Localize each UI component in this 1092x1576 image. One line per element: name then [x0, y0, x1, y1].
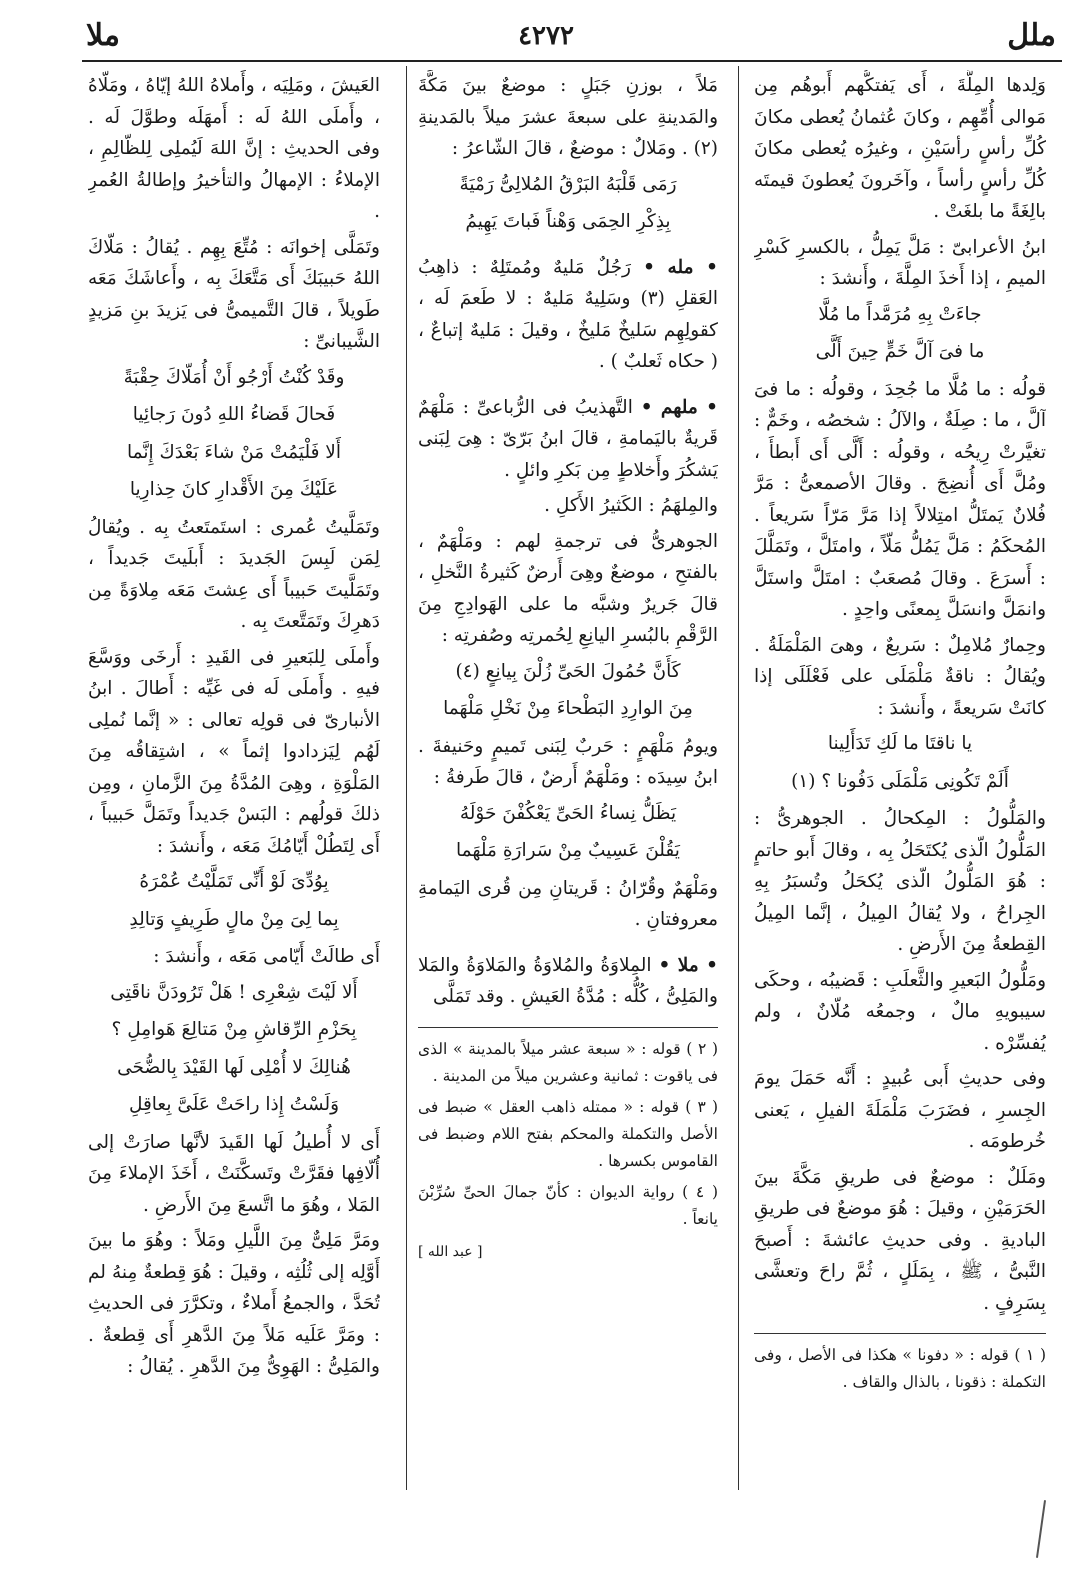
paragraph: ومَلَلٌ : موضعٌ فى طريقِ مَكَّةَ بينَ الحَرَمَيْنِ ، وقيلَ : هُوَ موضعٌ فى طريقِ الباديةِ . وفى حديثِ عائشةَ : أَصبحَ النَّبىُّ ، ﷺ ، بِمَلَلٍ ، ثُمَّ راحَ وتعشَّى بِسَرِفٍ .	[754, 1166, 1046, 1314]
footnote-rule	[418, 1027, 718, 1028]
verse-line: أَلَمْ تَكُونِى مَلْمَلَى دَفُونا ؟ (١)	[791, 770, 1009, 792]
paragraph: وأَملَى لِلبَعيرِ فى القَيدِ : أَرخَى ووَسَّعَ فيهِ . وأَملَى لَه فى غَيِّه : أَطالَ . ابنُ الأنبارىّ فى قولِه تعالى : « إنَّما نُملِى لَهُم لِيَزدادوا إثماً » ، اشتِقاقُه مِنَ المَلْوَةِ ، وهِىَ المُدَّةُ مِنَ الزَّمانِ ، ومِن ذلكَ قولُهم : البَسْ جَديداً وتَمَلَّ حَبيباً ، أَى لِتَطُلْ أَيّامُكَ مَعَه ، وأَنشدَ :	[88, 646, 380, 857]
header-left-word: ملا	[86, 18, 120, 53]
verse-line: كَأَنَّ حُمُولَ الحَىِّ زُلْنَ بِيانِعٍ (٤)	[455, 660, 681, 682]
right-column	[754, 70, 1046, 1540]
paragraph: ومَلْهَمٌ وقُرّانُ : قَريتانِ مِن قُرى اليَمامةِ معروفتانِ .	[418, 877, 718, 930]
footnote: ( ٢ ) قوله : « سبعة عشر ميلاً بالمدينة » الذى فى ياقوت : ثمانية وعشرين ميلاً من المدينة .	[418, 1039, 718, 1085]
entry-headword: • ملهم •	[640, 396, 718, 418]
footnote: ( ٤ ) رواية الديوان : كأنّ جمالَ الحىِّ سُرِّبْنَ يانعاً .	[418, 1182, 718, 1228]
verse-line: هُنالِكَ لا أُمْلِى لَها القَيْدَ بِالضُّحَى	[117, 1056, 351, 1078]
verse-line: رَمَى قَلْبَهُ البَرْقُ المُلالِىُّ رَمْيَةً	[459, 173, 677, 195]
paragraph: مَلاً ، بوزنِ جَبَلٍ : موضعٌ بينَ مَكَّةَ والمَدينةِ على سبعةَ عشرَ ميلاً بالمَدينةِ (٢) . ومَلالٌ : موضعٌ ، قالَ الشّاعرُ :	[418, 75, 718, 159]
entry-text: المِلاوَةُ والمُلاوَةُ والمَلاوَةُ والمَلا والمَلِىُّ ، كُلُّه : مُدَّةُ العَيشِ . وقد تَمَلَّى	[418, 954, 718, 1007]
middle-column	[418, 70, 718, 1540]
paragraph: ابنُ الأعرابىّ : مَلَّ يَمِلُّ ، بالكسرِ كَسْرِ الميمِ ، إذا أَخذَ المِلَّةَ ، وأَنشدَ :	[754, 236, 1046, 289]
paragraph: ويومُ مَلْهَمٍ : حَربٌ لِبَنى تَميمٍ وحَنيفةَ . ابنُ سِيدَه : ومَلْهَمٌ أَرضٌ ، قالَ طَرفةُ :	[418, 735, 718, 788]
footnote-rule	[754, 1333, 1046, 1334]
paragraph: العَيشَ ، ومَلِيَه ، وأَملاهُ اللهُ إيّاهُ ، ومَلّاهُ ، وأَملَى اللهُ لَه : أَمهَلَه وطوَّلَ لَه . وفى الحديثِ : إنَّ اللهَ لَيُملِى لِلظّالِمِ ، الإملاءُ : الإمهالُ والتأخيرُ وإطالةُ العُمرِ .	[88, 75, 380, 222]
verse-line: وقَدْ كُنْتُ أَرْجُو أَنْ أُمَلّاكَ حِقْبَةً	[123, 366, 345, 388]
paragraph: والمِلهَمُ : الكَثيرُ الأَكلِ .	[544, 495, 718, 516]
paragraph: وَلِدها المِلَّةَ ، أَى يَفتكُّهم أَبوهُم مِن مَوالى أُمِّهِم ، وكانَ عُثمانُ يُعطى مكانَ كُلِّ رأسٍ رأسَيْنِ ، وغيرُه يُعطى مكانَ كُلِّ رأسٍ رأساً ، وآخَرونَ يُعطونَ قيمتَه بالِغَةً ما بلغَتْ .	[754, 75, 1046, 222]
paragraph: والمَلُّولُ : المِكحالُ . الجوهرىُّ : المَلُّولُ الّذى يُكتَحَلُ بِه ، وقالَ أَبو حاتمٍ : هُوَ المَلُّولُ الّذى يُكحَلُ وتُسبَرُ بِهِ الجِراحُ ، ولا يُقالُ المِيلُ ، إنَّما المِيلُ القِطعةُ مِنَ الأَرضِ .	[754, 808, 1046, 955]
column-divider-left	[406, 66, 407, 1490]
entry-headword: • ملا •	[658, 954, 718, 976]
paragraph: أَى طالَتْ أَيّامى مَعَه ، وأَنشدَ :	[153, 946, 380, 967]
footnote: ( ١ ) قوله : « دفونا » هكذا فى الأصل ، وفى التكملة : ذقونا ، بالذال والقاف .	[754, 1346, 1046, 1391]
entry-headword: • مله •	[643, 256, 718, 278]
editor-signature: [ عبد الله ]	[418, 1243, 483, 1260]
verse-line: أَلا فَلْيَمُتْ مَنْ شاءَ بَعْدَكَ إِنَّما	[127, 441, 341, 463]
paragraph: وتَمَلَّى إخوانَه : مُتِّعَ بِهِم . يُقالُ : مَلّاكَ اللهُ حَبيبَكَ أَى مَتَّعَكَ بِه ، وأَعاشَكَ مَعَه طَويلاً ، قالَ التَّميمىُّ فى يَزيدَ بنِ مَزيدٍ الشَّيبانىِّ :	[88, 236, 380, 352]
entry-text: التَّهذيبُ فى الرُّباعىِّ : مَلْهَمٌ قَريةٌ باليَمامةِ ، قالَ ابنُ بَرّىّ : هِىَ لِبَنى يَشكُرَ وأَخلاطٍ مِن بَكرِ وائلٍ .	[418, 396, 718, 481]
verse-line: بِما لِىَ مِنْ مالٍ طَرِيفٍ وَتالِدِ	[129, 908, 339, 930]
paragraph: أَى لا أُطيلُ لَها القَيدَ لأنَّها صارَتْ إلى أُلّافِها فقَرَّتْ وتَسكَّنَتْ ، أَخَذَ الإملاءَ مِنَ المَلا ، وهُوَ ما اتَّسعَ مِنَ الأَرضِ .	[88, 1131, 380, 1216]
verse-line: جاءَتْ بِهِ مُرَمَّداً ما مُلَّا	[818, 303, 982, 325]
paragraph: ومَرَّ مَلِىٌّ مِنَ اللَّيلِ ومَلاً : وهُوَ ما بينَ أَوَّلِه إلى ثُلُثِه ، وقيلَ : هُوَ قِطعةٌ مِنهُ لم تُحَدَّ ، والجمعُ أَملاءٌ ، وتكرَّرَ فى الحديثِ : ومَرَّ عَلَيه مَلاً مِنَ الدَّهرِ أَى قِطعةٌ . والمَلِىُّ : الهَوِىُّ مِنَ الدَّهرِ . يُقالُ :	[88, 1230, 380, 1377]
verse-line: يا ناقتَا ما لَكِ تَدَأَلِينا	[827, 733, 973, 754]
verse-line: يَقُلْنَ عَسِيبٌ مِنْ سَرارَةِ مَلْهَما	[456, 840, 680, 861]
entry-paragraph	[418, 252, 718, 378]
paragraph: وتَمَلَّيتُ عُمرى : استَمتَعتُ بِه . ويُقالُ لِمَن لَبِسَ الجَديدَ : أَبلَيتَ جَديداً ، وتَمَلَّيتَ حَبيباً أَى عِشتَ مَعَه مِلاوَةً مِن دَهرِكَ وتَمَتَّعتَ بِه .	[88, 516, 380, 632]
paragraph: وحِمارٌ مُلامِلٌ : سَريعٌ ، وهىَ المَلْمَلَةُ . ويُقالُ : ناقةٌ مَلْمَلَى على فَعْلَلَى إذا كانَتْ سَريعةً ، وأَنشدَ :	[754, 634, 1046, 719]
verse-line: أَلا لَيْتَ شِعْرِى ! هَلْ تَرُودَنَّ ناقَتِى	[110, 981, 358, 1003]
column-divider-right	[738, 66, 739, 1490]
verse-line: وَلَسْتُ إِذا راحَتْ عَلَىَّ بِعاقِلِ	[128, 1094, 340, 1115]
verse-line: مِنَ الوارِدِ البَطْحاءَ مِنْ نَخْلِ مَلْهَما	[443, 698, 693, 719]
header-right-word: ملل	[1007, 18, 1056, 53]
verse-line: بِحَزْمِ الرِّقاشِ مِنْ مَتالِعَ هَوامِلِ ؟	[111, 1019, 357, 1040]
paragraph: وفى حديثِ أَبى عُبيدٍ : أَنَّه حَمَلَ يومَ الجِسرِ ، فضَرَبَ مَلْمَلَةَ الفيلِ ، يَعنى خُرطومَه .	[754, 1068, 1046, 1152]
page-number: ٤٢٧٢	[518, 21, 574, 51]
paragraph: قولُه : ما مُلَّا ما جُحِدَ ، وقولُه : ما فىَ آلَّ ، ما : صِلَةٌ ، والآلُ : شخصُه ، وخَمٌّ : تغيَّرتْ رِيحُه ، وقولُه : أَلَّى أَى أَبطأَ ، ومُلَّ أَى أُنضِجَ . وقالَ الأصمعىُّ : مَرَّ فُلانٌ يَمتَلُّ امتِلالاً إذا مَرَّ مَرّاً سَريعاً . المُحكَمُ : مَلَّ يَمُلُّ مَلّاً ، وامتَلَّ ، وتَمَلَّلَ : أَسرَعَ . وقالَ مُصعَبٌ : امتَلَّ واستَلَّ وانمَلَّ وانسَلَّ بِمعنًى واحِدٍ .	[754, 378, 1046, 620]
verse-line: ما فىَ آلَّ خَمٍّ حِينَ أَلَّى	[815, 341, 985, 362]
entry-paragraph	[418, 950, 718, 1013]
entry-text: رَجُلٌ مَليهٌ ومُمتَلِهٌ : ذاهِبُ العَقلِ (٣) وسَلِيهٌ مَليهٌ : لا طَعمَ لَه ، كقولِهِم سَليخٌ مَليخٌ ، وقيلَ : مَليهٌ إتباعٌ ، ( حكاه ثَعلبٌ ) .	[418, 256, 718, 372]
header-rule	[82, 60, 1062, 62]
verse-line: بِوُدِّىَ لَوْ أَنِّى تَمَلَّيْتُ عُمْرَهُ	[139, 871, 329, 892]
left-column	[88, 70, 380, 1540]
verse-line: بِذِكْرِ الحِمَى وَهْناً فَباتَ يَهِيمُ	[465, 211, 671, 232]
paragraph: الجوهرىُّ فى ترجمةِ لهم : ومَلْهَمٌ ، بالفتحِ ، موضعٌ وهِىَ أَرضٌ كَثيرةُ النَّخلِ ، قالَ جَريرٌ وشبَّه ما على الهَوادِجِ مِنَ الرَّقْمِ بالبُسرِ اليانِعِ لِحُمرتِه وصُفرتِه :	[418, 530, 718, 646]
entry-paragraph	[418, 392, 718, 487]
paragraph: ومَلُّولُ البَعيرِ والثَّعلَبِ : قَضيبُه ، وحكَى سيبويهِ مالٌ ، وجمعُه مُلّانٌ ، ولم يُفسِّرْه .	[754, 969, 1046, 1054]
footnote: ( ٣ ) قوله : « ممتله ذاهب العقل » ضبط فى الأصل والتكملة والمحكم بفتح اللام وضبط فى القاموس بكسرها .	[418, 1097, 718, 1170]
verse-line: عَلَيْكَ مِنَ الأَقْدارِ كانَ حِذارِيا	[129, 479, 339, 500]
verse-line: يَظَلُّ نِساءُ الحَىِّ يَعْكُفْنَ حَوْلَهُ	[459, 802, 677, 824]
verse-line: فَحالَ قَضاءُ اللهِ دُونَ رَجائِيا	[132, 404, 336, 425]
